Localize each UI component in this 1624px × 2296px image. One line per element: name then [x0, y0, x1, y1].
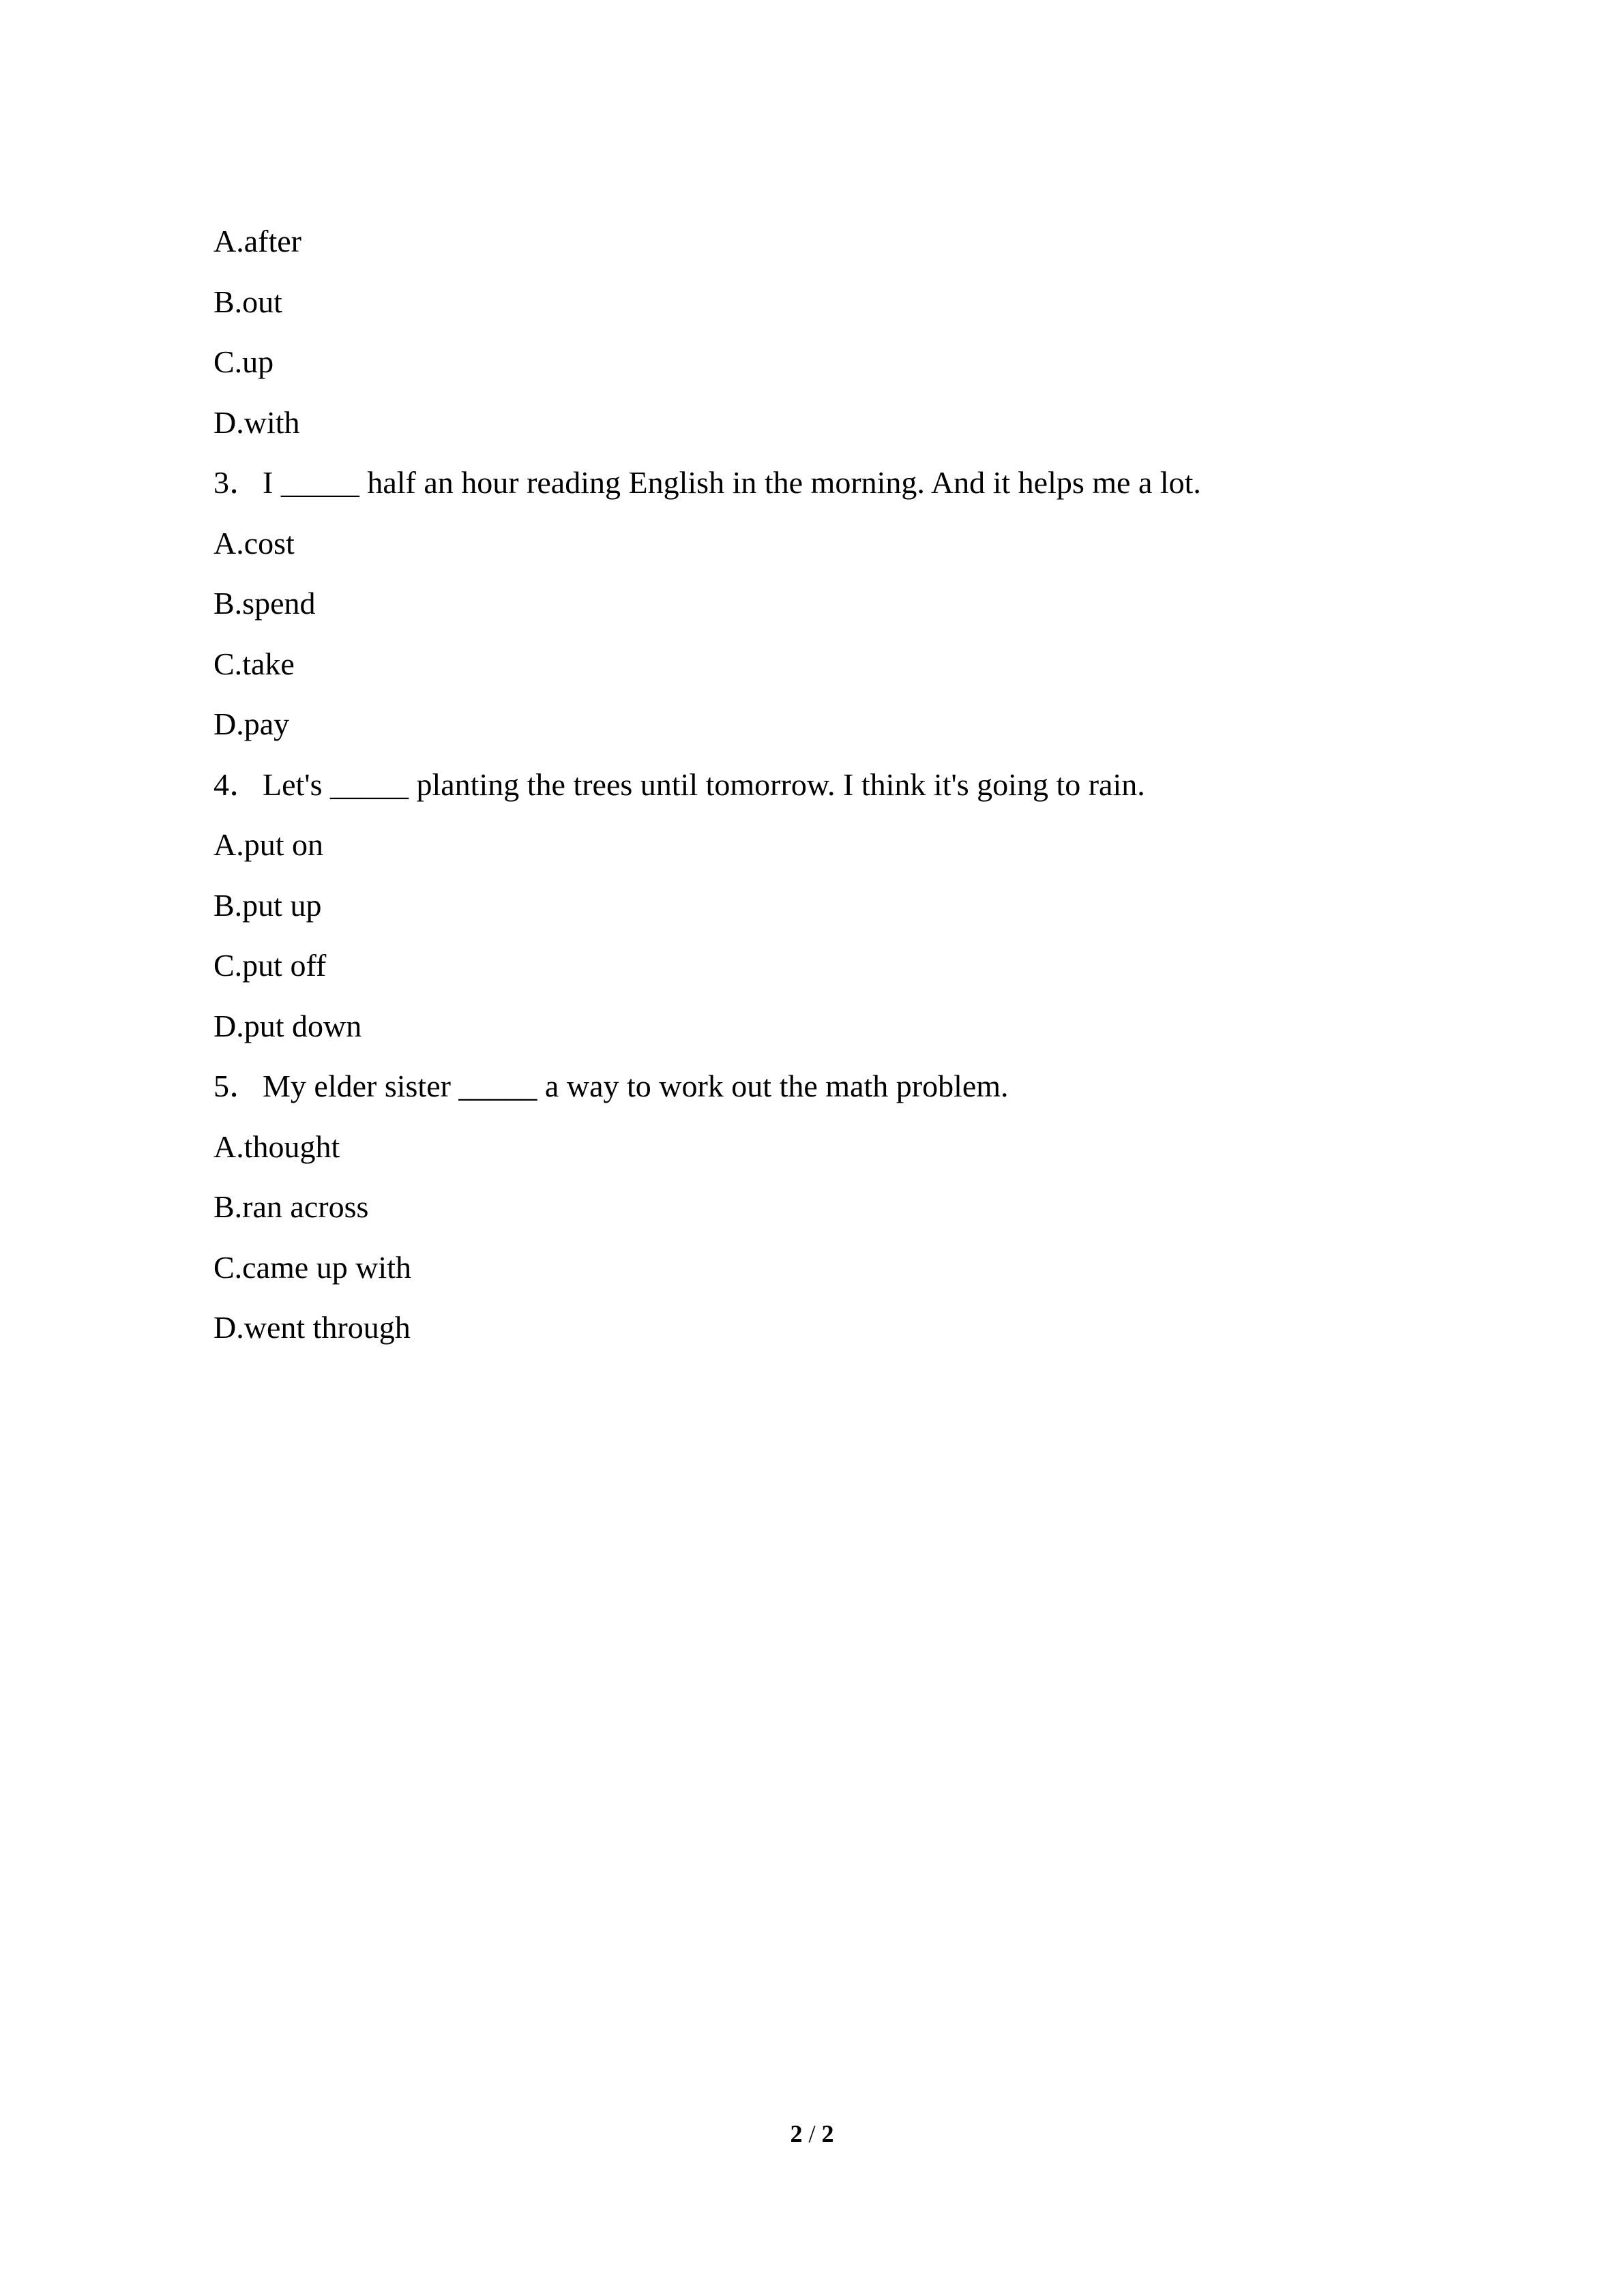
- answer-option: D.went through: [213, 1310, 411, 1345]
- question-number: 4．: [213, 766, 261, 802]
- answer-option: D.pay: [213, 706, 290, 741]
- answer-option: D.with: [213, 404, 300, 440]
- answer-option: A.after: [213, 224, 301, 258]
- answer-option: B.out: [213, 284, 282, 319]
- page-number: [0, 2119, 1624, 2148]
- question-number: 5．: [213, 1069, 261, 1103]
- question-stem: [213, 453, 1509, 513]
- question-text: I _____ half an hour reading English in the morning. And it helps me a lot.: [263, 465, 1201, 500]
- page-current: 2: [790, 2120, 803, 2147]
- question-stem: [213, 755, 1509, 816]
- answer-option: C.put off: [213, 948, 327, 983]
- answer-option: D.put down: [213, 1008, 362, 1043]
- question-stem: [213, 1056, 1509, 1117]
- answer-option: C.take: [213, 646, 295, 681]
- answer-option: C.came up with: [213, 1249, 411, 1285]
- page-total: 2: [821, 2120, 834, 2147]
- question-text: Let's _____ planting the trees until tomorrow. I think it's going to rain.: [263, 766, 1145, 802]
- answer-option: C.up: [213, 344, 274, 379]
- page-separator: /: [802, 2120, 822, 2147]
- question-number: 3．: [213, 465, 261, 500]
- question-list: [213, 211, 1509, 1358]
- question-text: My elder sister _____ a way to work out the math problem.: [263, 1069, 1009, 1103]
- answer-option: B.spend: [213, 586, 316, 621]
- answer-option: A.thought: [213, 1129, 340, 1164]
- answer-option: A.put on: [213, 827, 323, 862]
- answer-option: B.ran across: [213, 1189, 369, 1224]
- answer-option: B.put up: [213, 887, 322, 923]
- answer-option: A.cost: [213, 525, 295, 561]
